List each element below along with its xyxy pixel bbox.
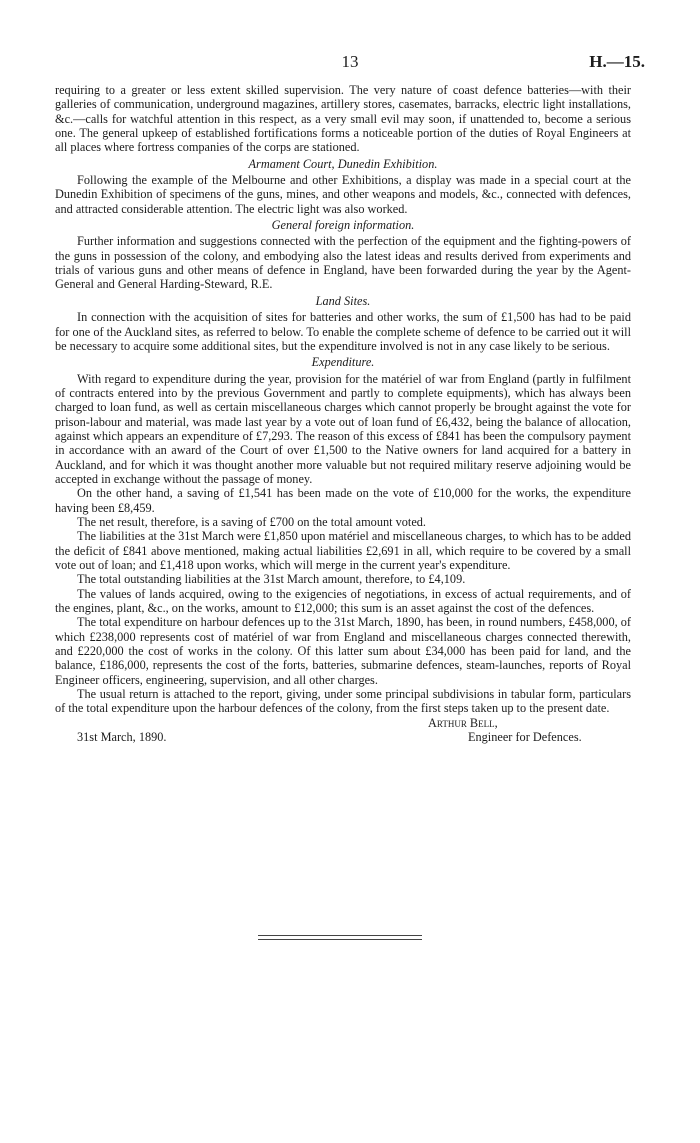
footer-rule xyxy=(258,939,422,940)
expenditure-paragraph: On the other hand, a saving of £1,541 has been made on the vote of £10,000 for the works, the expenditure having been £8,459. xyxy=(55,486,631,515)
page-number: 13 xyxy=(341,52,359,71)
land-sites-paragraph: In connection with the acquisition of sites for batteries and other works, the sum of £1,500 has had to be paid for one of the Auckland sites, as referred to below. To enable the complete scheme of defence to be carried out it will be necessary to acquire some additional sites, but the expenditure involved is not in any case likely to be serious. xyxy=(55,310,631,353)
document-reference: H.—15. xyxy=(589,52,645,71)
expenditure-paragraph: The values of lands acquired, owing to the exigencies of negotiations, in excess of actual requirements, and of the engines, plant, &c., on the works, amount to £12,000; this sum is an asset against the cost of the defences. xyxy=(55,586,631,616)
signature-footer xyxy=(55,730,631,744)
foreign-info-heading: General foreign information. xyxy=(271,218,415,233)
footer-rule xyxy=(258,935,422,936)
expenditure-paragraph: The total outstanding liabilities at the 31st March amount, therefore, to £4,109. xyxy=(77,572,466,587)
foreign-info-paragraph: Further information and suggestions connected with the perfection of the equipment and the fighting-powers of the guns in possession of the colony, and embodying also the latest ideas and results derived from experiments and trials of various guns and other means of defence in England, have been forwarded during the year by the Agent-General and General Harding-Steward, R.E. xyxy=(55,234,631,292)
land-sites-heading: Land Sites. xyxy=(315,293,371,308)
expenditure-paragraph: With regard to expenditure during the year, provision for the matériel of war from England (partly in fulfilment of contracts entered into by the previous Government and partly to complete equipments), which has always been charged to loan fund, as well as certain miscellaneous charges which cannot properly be brought against the vote for prison-labour and material, was made last year by a vote out of loan fund of £6,432, being the balance of allocation, against which appears an expenditure of £7,293. The reason of this excess of £841 has been the compulsory payment in accordance with an award of the Court of over £1,500 to the Native owners for land acquired for a battery in Auckland, and for which it was thought another more valuable but not required military reserve adjoining would be accepted in exchange without the passage of money. xyxy=(55,371,631,486)
body-text xyxy=(55,83,631,744)
expenditure-paragraph: The net result, therefore, is a saving of £700 on the total amount voted. xyxy=(77,514,427,529)
signer-name: Arthur Bell, xyxy=(428,715,498,730)
armament-paragraph: Following the example of the Melbourne and other Exhibitions, a display was made in a special court at the Dunedin Exhibition of specimens of the guns, mines, and other weapons and models, &c., connected with defences, and attracted considerable attention. The electric light was also worked. xyxy=(55,173,631,216)
signer-title: Engineer for Defences. xyxy=(468,730,582,745)
intro-paragraph: requiring to a greater or less extent skilled supervision. The very nature of coast defence batteries—with their galleries of communication, underground magazines, artillery stores, casemates, barracks, electric light installations, &c.—calls for watchful attention in this respect, as a very small evil may soon, if unattended to, become a serious one. The general upkeep of established fortifications forms a noticeable portion of the duties of Royal Engineers at all places where fortress companies of the corps are stationed. xyxy=(55,83,631,155)
expenditure-heading: Expenditure. xyxy=(311,355,375,370)
signature-date: 31st March, 1890. xyxy=(77,730,167,745)
expenditure-paragraph: The total expenditure on harbour defences up to the 31st March, 1890, has been, in round numbers, £458,000, of which £238,000 represents cost of matériel of war from England and miscellaneous charges connected therewith, and £220,000 the cost of works in the colony. Of this latter sum about £34,000 has been paid for land, and the balance, £186,000, represents the cost of the forts, batteries, submarine defences, steam-launches, reports of Royal Engineer officers, engineering, supervision, and all other charges. xyxy=(55,615,631,687)
armament-heading: Armament Court, Dunedin Exhibition. xyxy=(248,156,438,171)
expenditure-paragraph: The usual return is attached to the report, giving, under some principal subdivisions in tabular form, particulars of the total expenditure upon the harbour defences of the colony, from the first steps taken up to the present date. xyxy=(55,687,631,716)
signature-block xyxy=(55,716,631,730)
page-header xyxy=(55,52,645,72)
expenditure-paragraph: The liabilities at the 31st March were £1,850 upon matériel and miscellaneous charges, to which has to be added the deficit of £841 above mentioned, making actual liabilities £2,691 in all, which require to be covered by a small vote out of loan; and £1,418 upon works, which will merge in the current year's expenditure. xyxy=(55,529,631,572)
